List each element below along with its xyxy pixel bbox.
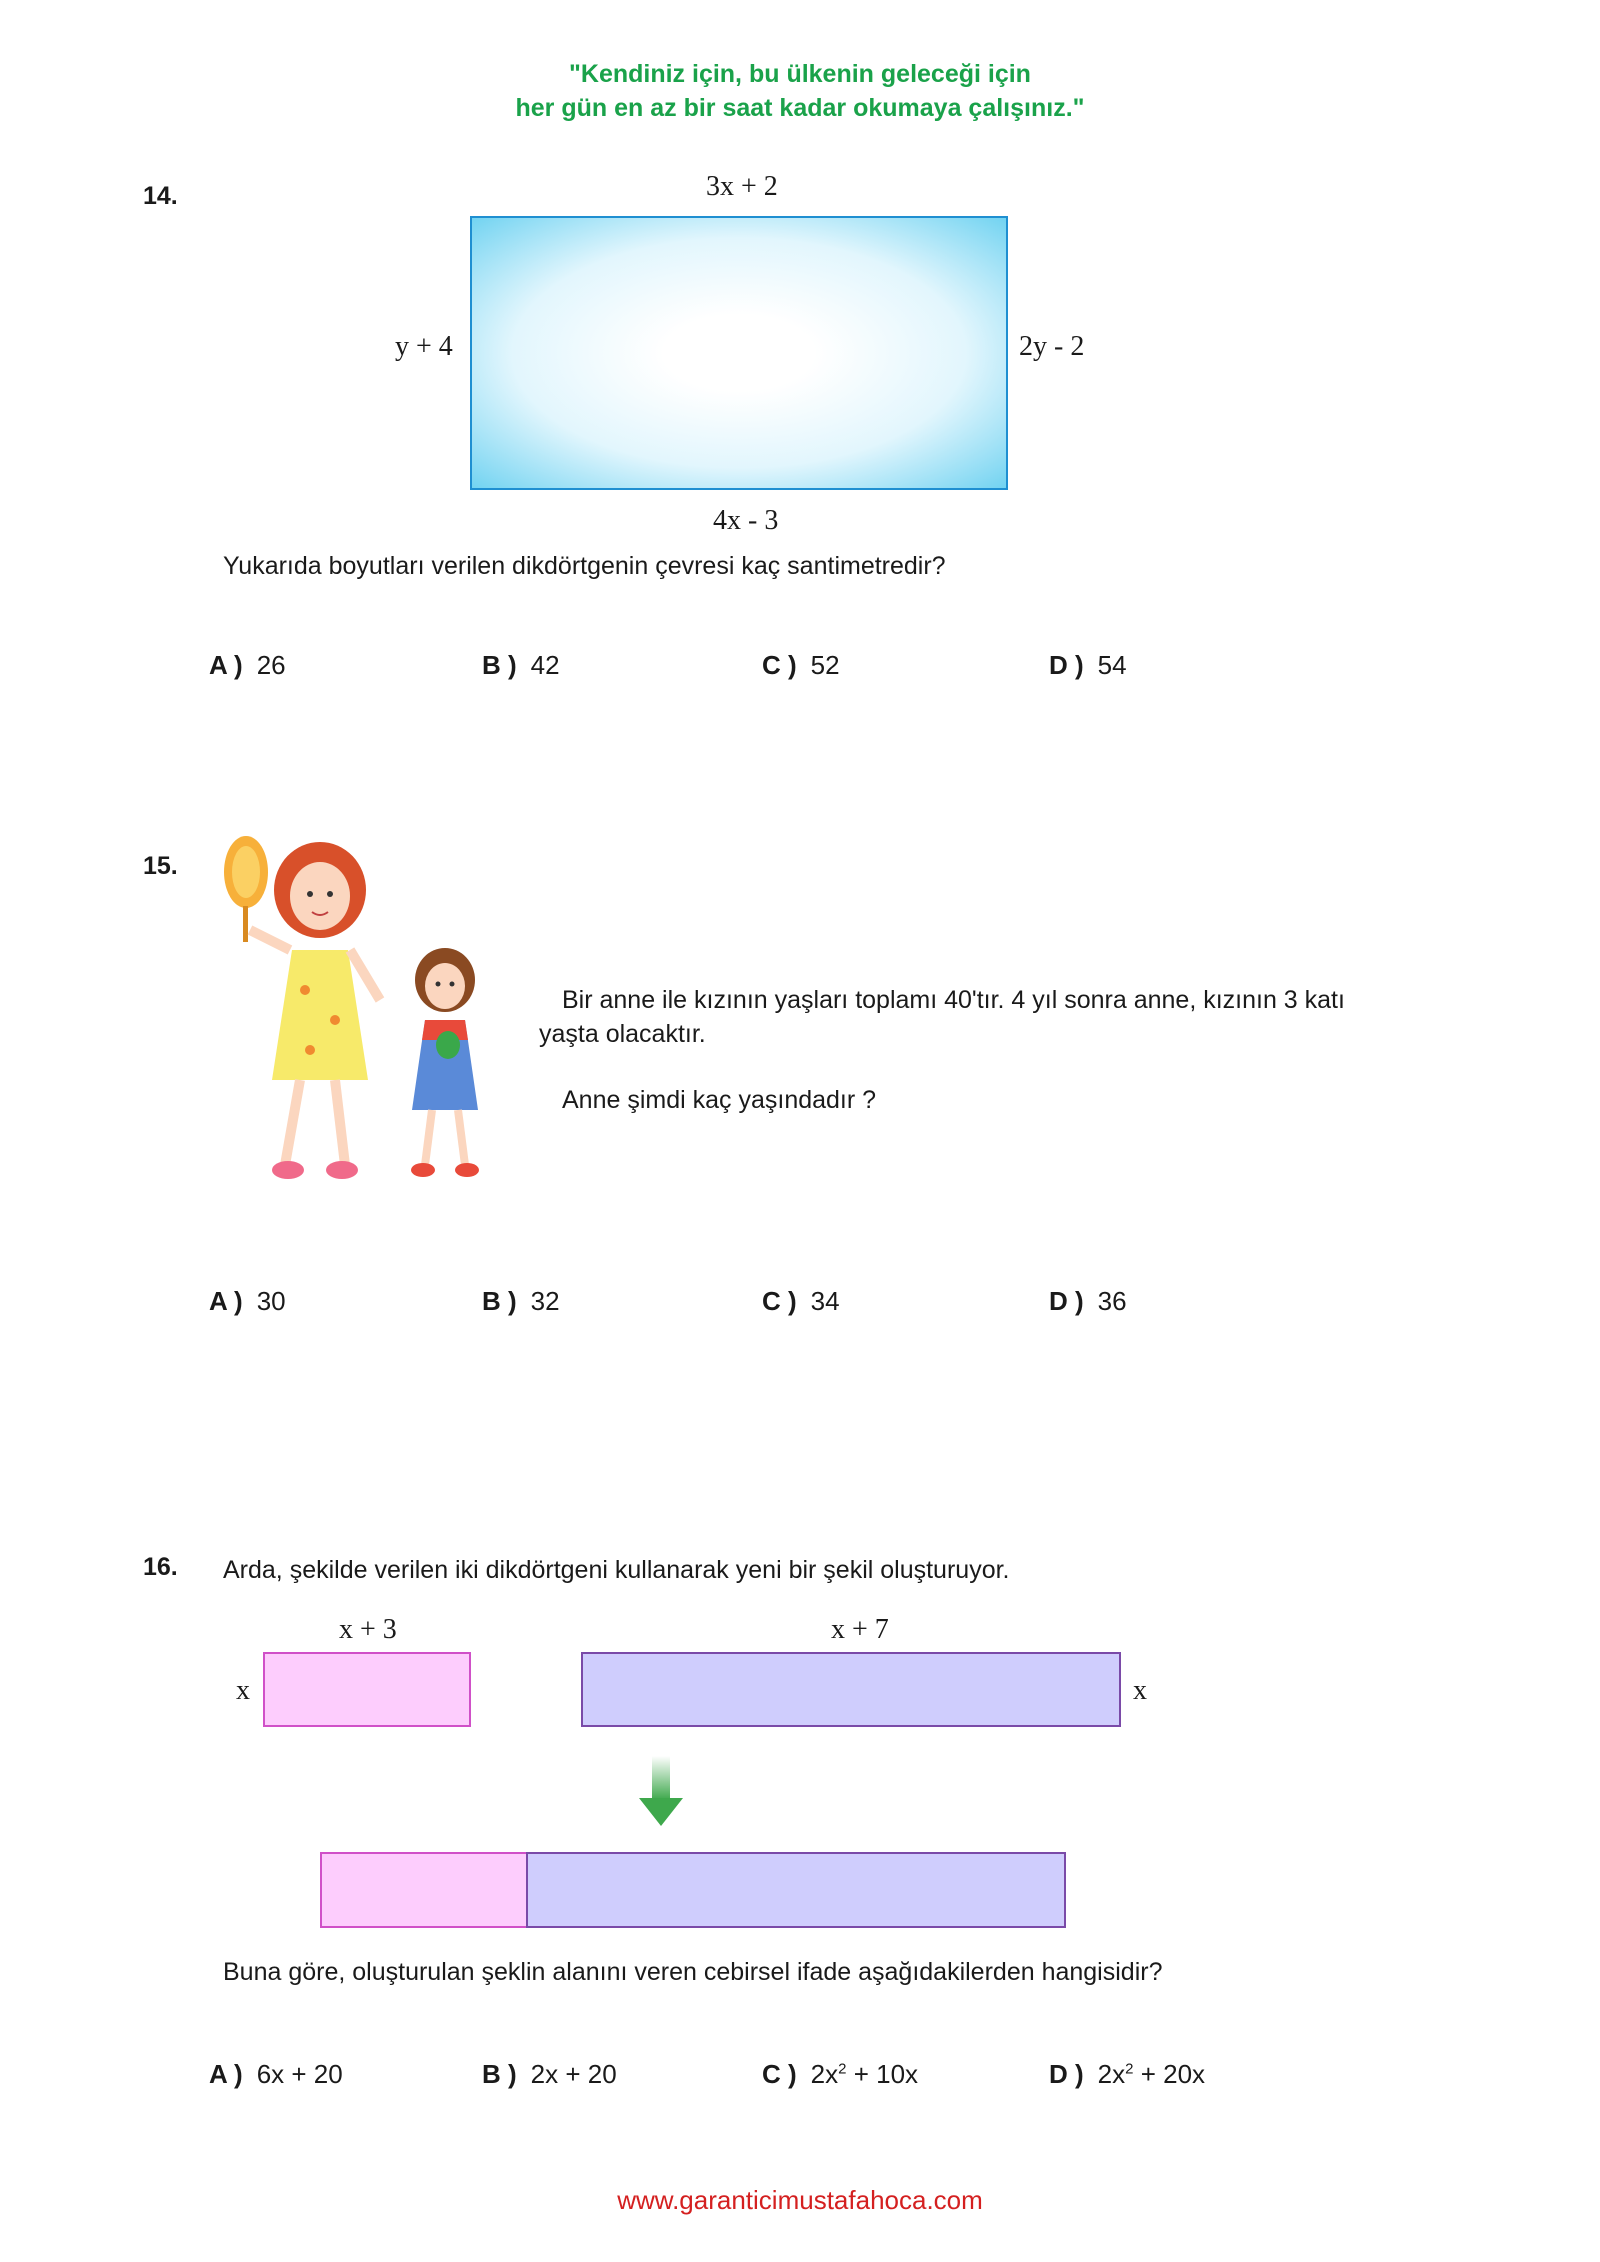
rect-top-label: 3x + 2 [706,171,778,202]
footer-website-link[interactable]: www.garanticimustafahoca.com [617,2185,983,2215]
rect1-side-label: x [236,1675,250,1706]
rect2-side-label: x [1133,1675,1147,1706]
q15-option-a[interactable]: A ) 30 [209,1286,286,1316]
question-14-number: 14. [143,182,178,210]
question-15-text-line-2: yaşta olacaktır. [539,1020,706,1048]
q14-option-b[interactable]: B ) 42 [482,650,560,680]
rect1-top-label: x + 3 [339,1614,397,1645]
question-15-number: 15. [143,852,178,880]
mother-daughter-illustration [210,830,500,1192]
q15-option-b[interactable]: B ) 32 [482,1286,560,1316]
question-16-question: Buna göre, oluşturulan şeklin alanını veren cebirsel ifade aşağıdakilerden hangisidir? [223,1958,1163,1986]
combined-pink-part [320,1852,528,1928]
rect-right-label: 2y - 2 [1019,331,1085,362]
combined-blue-part [526,1852,1066,1928]
pink-rectangle [263,1652,471,1727]
q14-option-d[interactable]: D ) 54 [1049,650,1127,680]
blue-rectangle [581,1652,1121,1727]
q16-option-a[interactable]: A ) 6x + 20 [209,2059,343,2089]
mother-figure [250,842,380,1179]
question-16-number: 16. [143,1553,178,1581]
q16-option-b[interactable]: B ) 2x + 20 [482,2059,617,2089]
q15-option-d[interactable]: D ) 36 [1049,1286,1127,1316]
q16-option-c[interactable]: C ) $2x^2 + 10x$ [762,2059,919,2089]
rect-left-label: y + 4 [395,331,453,362]
daughter-figure [411,948,479,1177]
q14-option-a[interactable]: A ) 26 [209,650,286,680]
question-15-question: Anne şimdi kaç yaşındadır ? [562,1086,877,1114]
question-15-text-line-1: Bir anne ile kızının yaşları toplamı 40'tır. 4 yıl sonra anne, kızının 3 katı [562,986,1345,1014]
rectangle-figure [470,216,1008,490]
down-arrow-icon [636,1756,686,1828]
q16-option-d[interactable]: D ) $2x^2 + 20x$ [1049,2059,1206,2089]
rect-bottom-label: 4x - 3 [713,505,779,536]
motto-line-1: "Kendiniz için, bu ülkenin geleceği için [569,60,1031,88]
q15-option-c[interactable]: C ) 34 [762,1286,840,1316]
rect2-top-label: x + 7 [831,1614,889,1645]
motto-line-2: her gün en az bir saat kadar okumaya çalışınız." [515,94,1085,122]
question-16-intro: Arda, şekilde verilen iki dikdörtgeni kullanarak yeni bir şekil oluşturuyor. [223,1556,1010,1584]
q14-option-c[interactable]: C ) 52 [762,650,840,680]
question-14-text: Yukarıda boyutları verilen dikdörtgenin çevresi kaç santimetredir? [223,552,946,580]
duster-icon [224,836,268,942]
